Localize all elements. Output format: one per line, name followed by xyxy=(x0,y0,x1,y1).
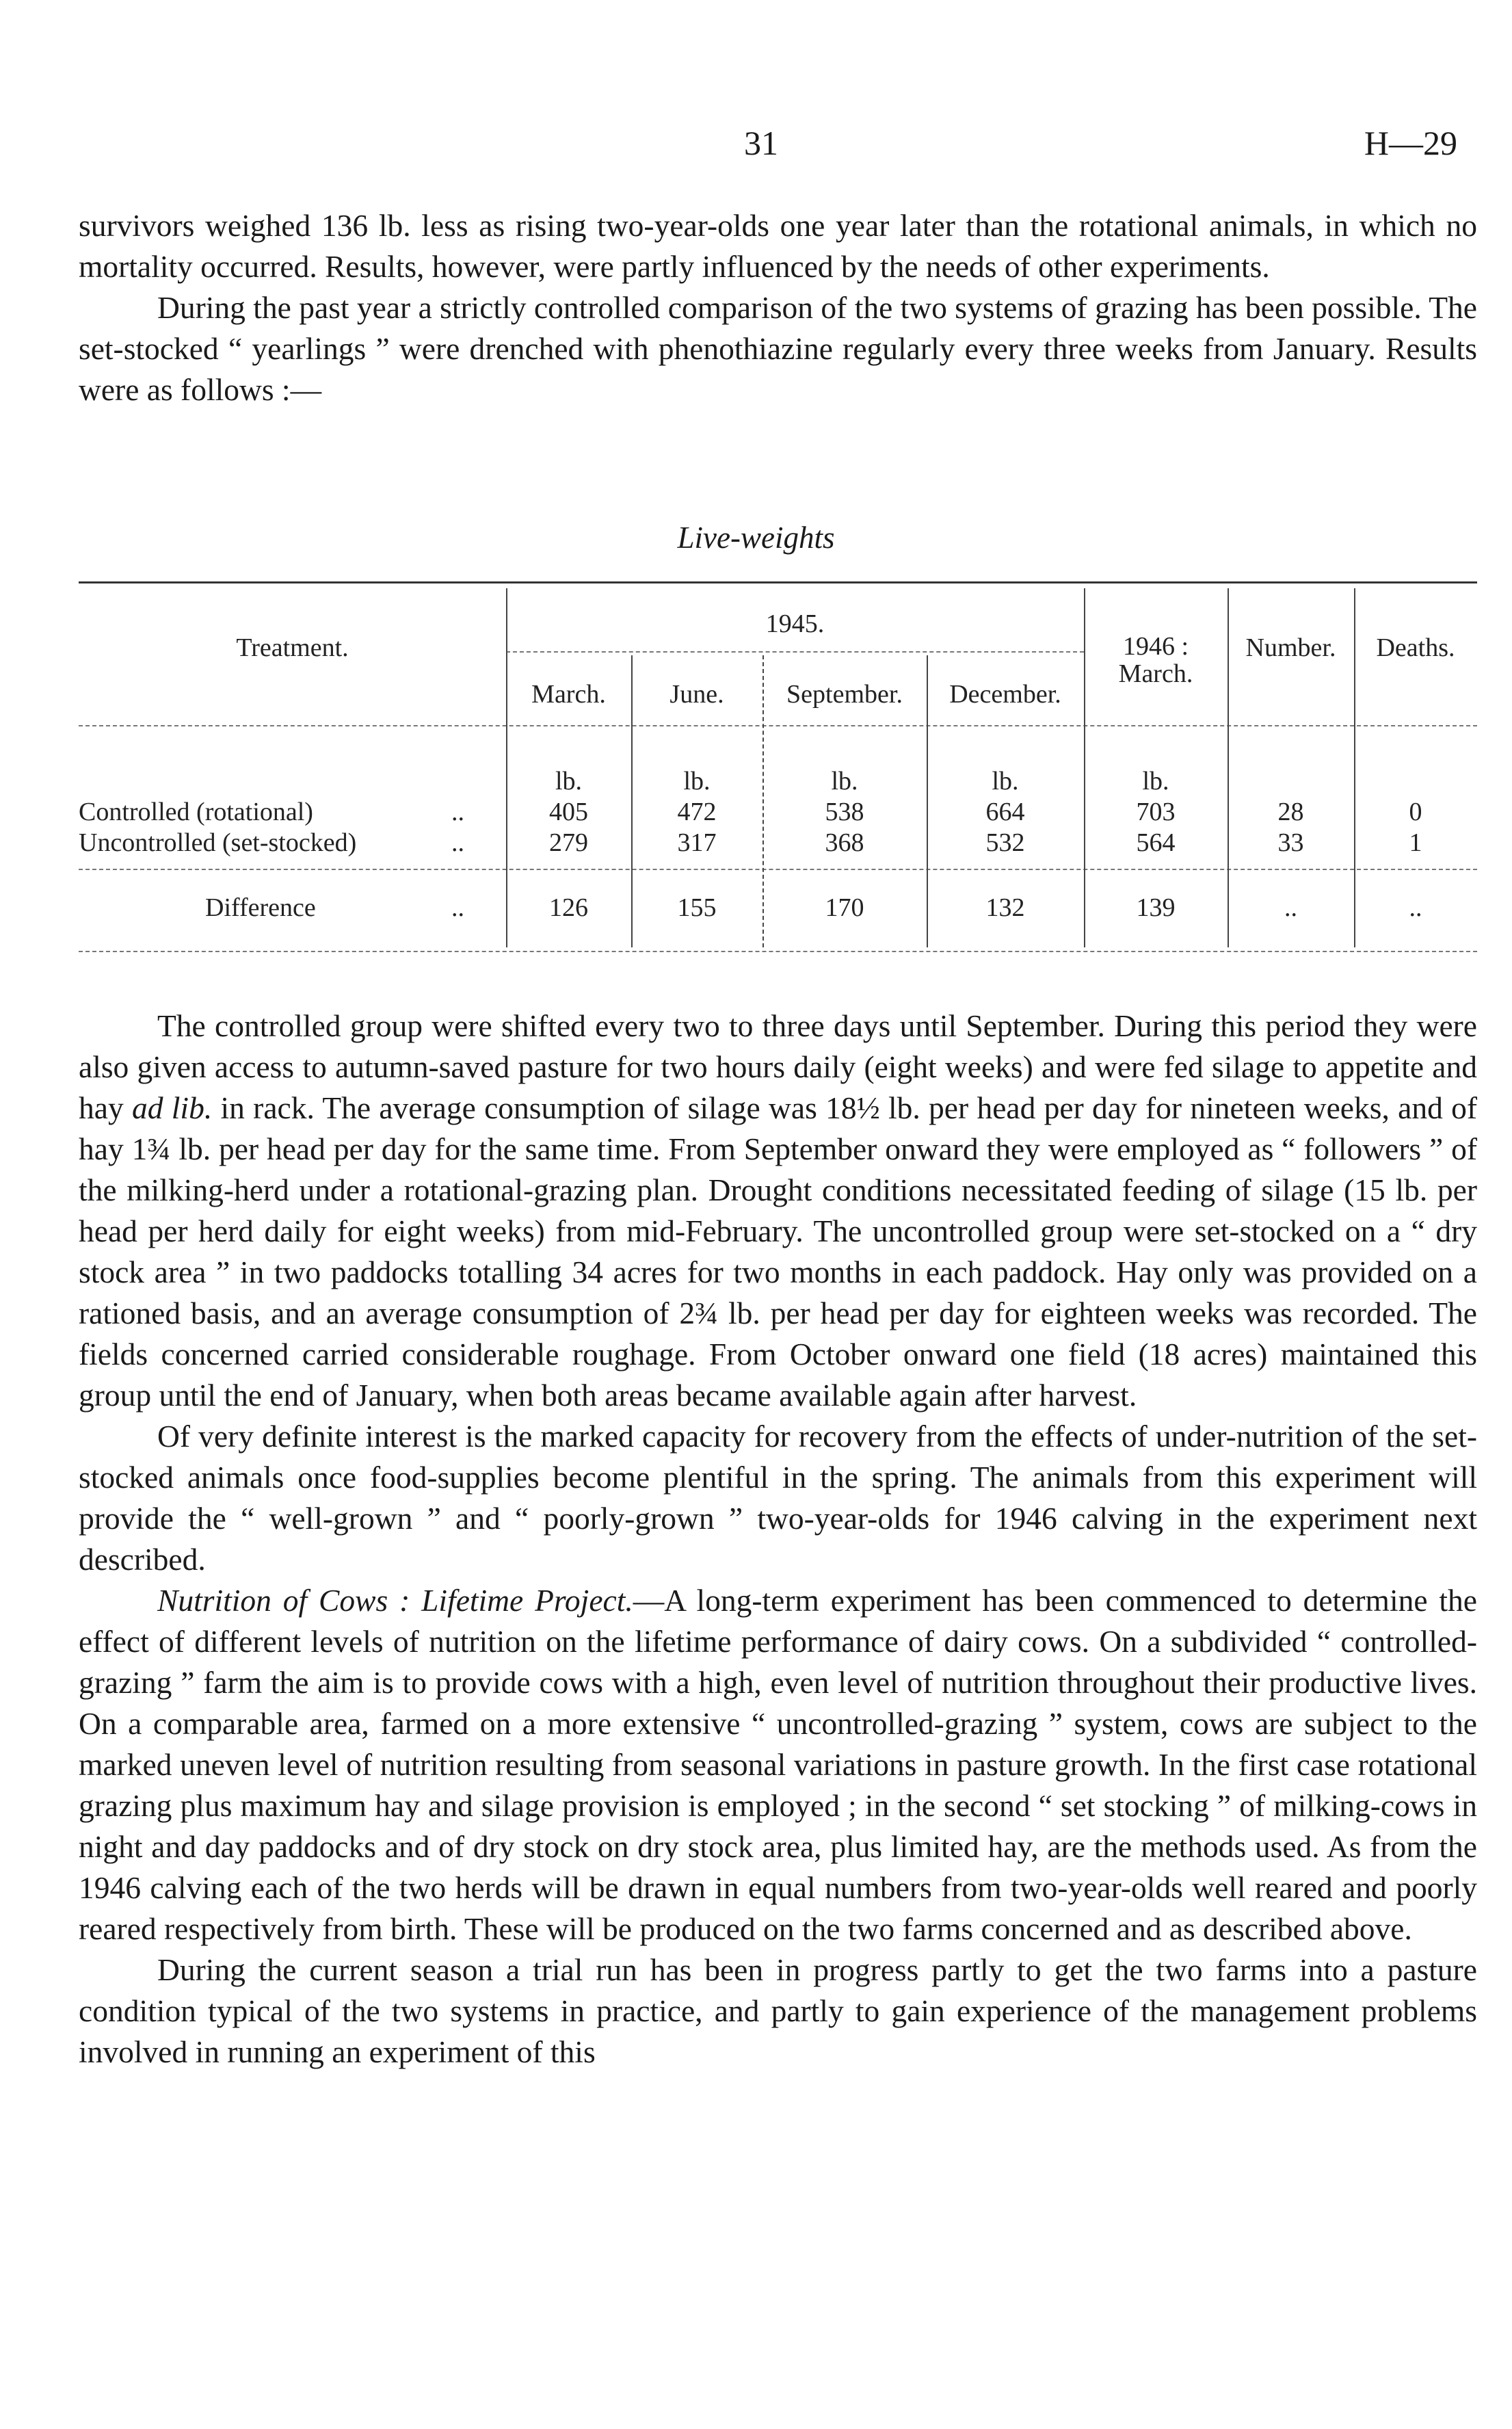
cell-number: .. xyxy=(1284,893,1297,922)
unit-lb: lb. xyxy=(992,767,1019,796)
row-label: Difference xyxy=(205,893,316,922)
header-1945: 1945. xyxy=(765,609,825,638)
p1-text: The controlled group were shifted every two to three days until September. During this period they were also given access to autumn-saved pasture for two hours daily (eight weeks) and were fed silage to appetite and hay xyxy=(79,1008,1477,1125)
cell-march-1946: 564 xyxy=(1136,828,1176,857)
section-heading: Nutrition of Cows : Lifetime Project. xyxy=(157,1583,633,1618)
live-weights-table xyxy=(79,581,1477,955)
p3-text: —A long-term experiment has been commenced to determine the effect of different levels of nutrition on the lifetime performance of dairy cows. On a subdivided “ controlled-grazing ” farm the aim is to provide cows with a high, even level of nutrition throughout their productive lives. On a comparable area, farmed on a more extensive “ uncontrolled-grazing ” system, cows are subject to the marked uneven level of nutrition resulting from seasonal variations in pasture growth. In the first case rotational grazing plus maximum hay and silage provision is employed ; in the second “ set stocking ” of milking-cows in night and day paddocks and of dry stock on dry stock area, plus limited hay, are the methods used. As from the 1946 calving each of the two herds will be drawn in equal numbers from two-year-olds well reared and poorly reared respectively from birth. These will be produced on the two farms concerned and as described above. xyxy=(79,1583,1477,1946)
paragraph-recovery: Of very definite interest is the marked capacity for recovery from the effects of under-nutrition of the set-stocked animals once food-supplies become plentiful in the spring. The animals from this experiment will provide the “ well-grown ” and “ poorly-grown ” two-year-olds for 1946 calving in the experiment next described. xyxy=(79,1419,1477,1577)
row-label: Uncontrolled (set-stocked) xyxy=(79,828,357,857)
cell-september: 538 xyxy=(825,798,864,826)
paragraph-survivors: survivors weighed 136 lb. less as rising two-year-olds one year later than the rotational animals, in which no mortality occurred. Results, however, were partly influenced by the needs of other experiments. xyxy=(79,208,1477,284)
header-deaths: Deaths. xyxy=(1376,633,1455,662)
unit-lb: lb. xyxy=(1142,767,1169,796)
cell-number: 33 xyxy=(1277,828,1304,857)
year-group-rule xyxy=(506,651,1084,653)
cell-march-1946: 139 xyxy=(1136,893,1176,922)
cell-deaths: 0 xyxy=(1409,798,1422,826)
paragraph-trial-run: During the current season a trial run has been in progress partly to get the two farms into a pasture condition typical of the two systems in practice, and partly to gain experience of the management problems involved in running an experiment of this xyxy=(79,1952,1477,2069)
row-dots: .. xyxy=(451,828,464,857)
document-reference: H—29 xyxy=(1364,124,1457,162)
paragraph-controlled-group xyxy=(79,1006,1477,1416)
header-march: March. xyxy=(531,680,606,709)
table-top-rule xyxy=(79,581,1477,583)
body-text xyxy=(79,1006,1477,2073)
header-june: June. xyxy=(669,680,724,709)
table-bottom-rule xyxy=(79,951,1477,952)
header-bottom-rule xyxy=(79,725,1477,726)
row-dots: .. xyxy=(451,798,464,826)
cell-june: 155 xyxy=(677,893,717,922)
cell-march: 279 xyxy=(549,828,588,857)
cell-number: 28 xyxy=(1277,798,1304,826)
header-treatment: Treatment. xyxy=(236,633,349,662)
row-dots: .. xyxy=(451,893,464,922)
cell-december: 132 xyxy=(985,893,1025,922)
cell-september: 368 xyxy=(825,828,864,857)
cell-june: 317 xyxy=(677,828,717,857)
cell-september: 170 xyxy=(825,893,864,922)
cell-june: 472 xyxy=(677,798,717,826)
unit-lb: lb. xyxy=(683,767,711,796)
difference-top-rule xyxy=(79,869,1477,870)
cell-december: 664 xyxy=(985,798,1025,826)
table-caption: Live-weights xyxy=(677,521,835,555)
intro-text xyxy=(79,205,1477,410)
header-september: September. xyxy=(786,680,903,709)
cell-march-1946: 703 xyxy=(1136,798,1176,826)
p1-rest: in rack. The average consumption of silage was 18½ lb. per head per day for nineteen weeks, and of hay 1¾ lb. per head per day for the same time. From September onward they were employed as “ followers ” of the milking-herd under a rotational-grazing plan. Drought conditions necessitated feeding of silage (15 lb. per head per herd daily for eight weeks) from mid-February. The uncontrolled group were set-stocked on a “ dry stock area ” in two paddocks totalling 34 acres for two months in each paddock. Hay only was provided on a rationed basis, and an average consumption of 2¾ lb. per head per day for eighteen weeks was recorded. The fields concerned carried considerable roughage. From October onward one field (18 acres) maintained this group until the end of January, when both areas became available again after harvest. xyxy=(79,1090,1478,1413)
unit-lb: lb. xyxy=(831,767,858,796)
cell-deaths: 1 xyxy=(1409,828,1422,857)
paragraph-lifetime-project xyxy=(79,1580,1477,1949)
row-label: Controlled (rotational) xyxy=(79,798,313,826)
page-number: 31 xyxy=(744,124,778,162)
cell-deaths: .. xyxy=(1409,893,1422,922)
paragraph-comparison: During the past year a strictly controlled comparison of the two systems of grazing has been possible. The set-stocked “ yearlings ” were drenched with phenothiazine regularly every three weeks from January. Results were as follows :— xyxy=(79,290,1477,407)
cell-march: 405 xyxy=(549,798,588,826)
unit-lb: lb. xyxy=(555,767,583,796)
header-number: Number. xyxy=(1245,633,1336,662)
p1-italic: ad lib. xyxy=(132,1090,213,1125)
header-december: December. xyxy=(949,680,1061,709)
cell-march: 126 xyxy=(549,893,588,922)
page-header xyxy=(0,123,1512,171)
cell-december: 532 xyxy=(985,828,1025,857)
header-march-1946: 1946 : March. xyxy=(1118,632,1193,688)
